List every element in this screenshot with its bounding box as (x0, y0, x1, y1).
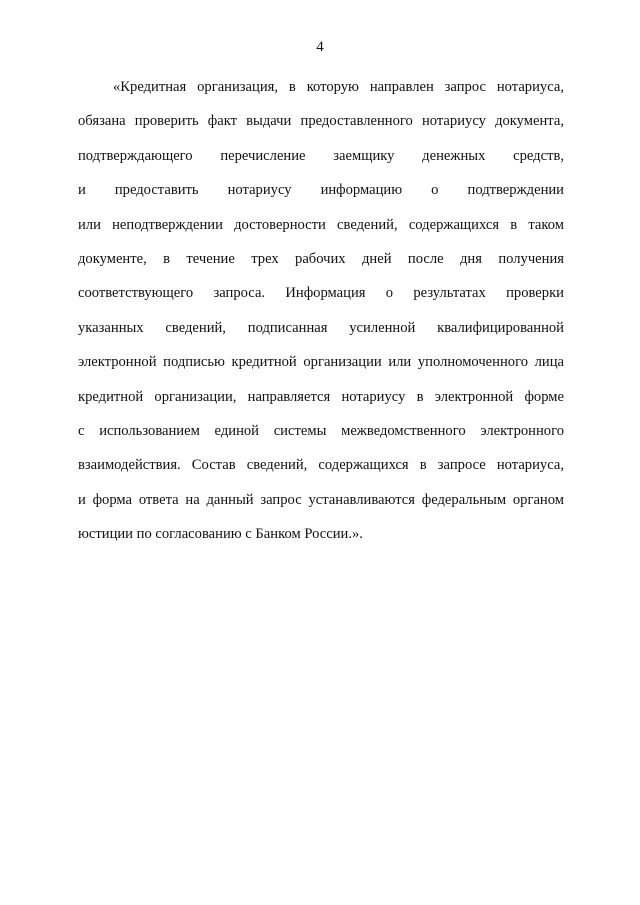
page-number: 4 (316, 39, 324, 55)
paragraph-line: подтверждающего перечисление заемщику денежных средств, (78, 147, 564, 164)
body-paragraph (78, 75, 564, 556)
paragraph-line: кредитной организации, направляется нотариусу в электронной форме (78, 388, 564, 405)
paragraph-line: с использованием единой системы межведомственного электронного (78, 422, 564, 439)
paragraph-line: взаимодействия. Состав сведений, содержащихся в запросе нотариуса, (78, 457, 564, 474)
paragraph-line: юстиции по согласованию с Банком России.». (78, 526, 363, 543)
paragraph-line: обязана проверить факт выдачи предоставленного нотариусу документа, (78, 113, 564, 130)
paragraph-line: и форма ответа на данный запрос устанавливаются федеральным органом (78, 491, 564, 508)
paragraph-line: соответствующего запроса. Информация о результатах проверки (78, 285, 564, 302)
paragraph-line: электронной подписью кредитной организации или уполномоченного лица (78, 354, 564, 371)
paragraph-line: документе, в течение трех рабочих дней после дня получения (78, 250, 564, 267)
paragraph-line: и предоставить нотариусу информацию о подтверждении (78, 182, 564, 199)
paragraph-line: или неподтверждении достоверности сведений, содержащихся в таком (78, 216, 564, 233)
paragraph-line: «Кредитная организация, в которую направлен запрос нотариуса, (113, 79, 564, 95)
paragraph-line: указанных сведений, подписанная усиленной квалифицированной (78, 319, 564, 336)
